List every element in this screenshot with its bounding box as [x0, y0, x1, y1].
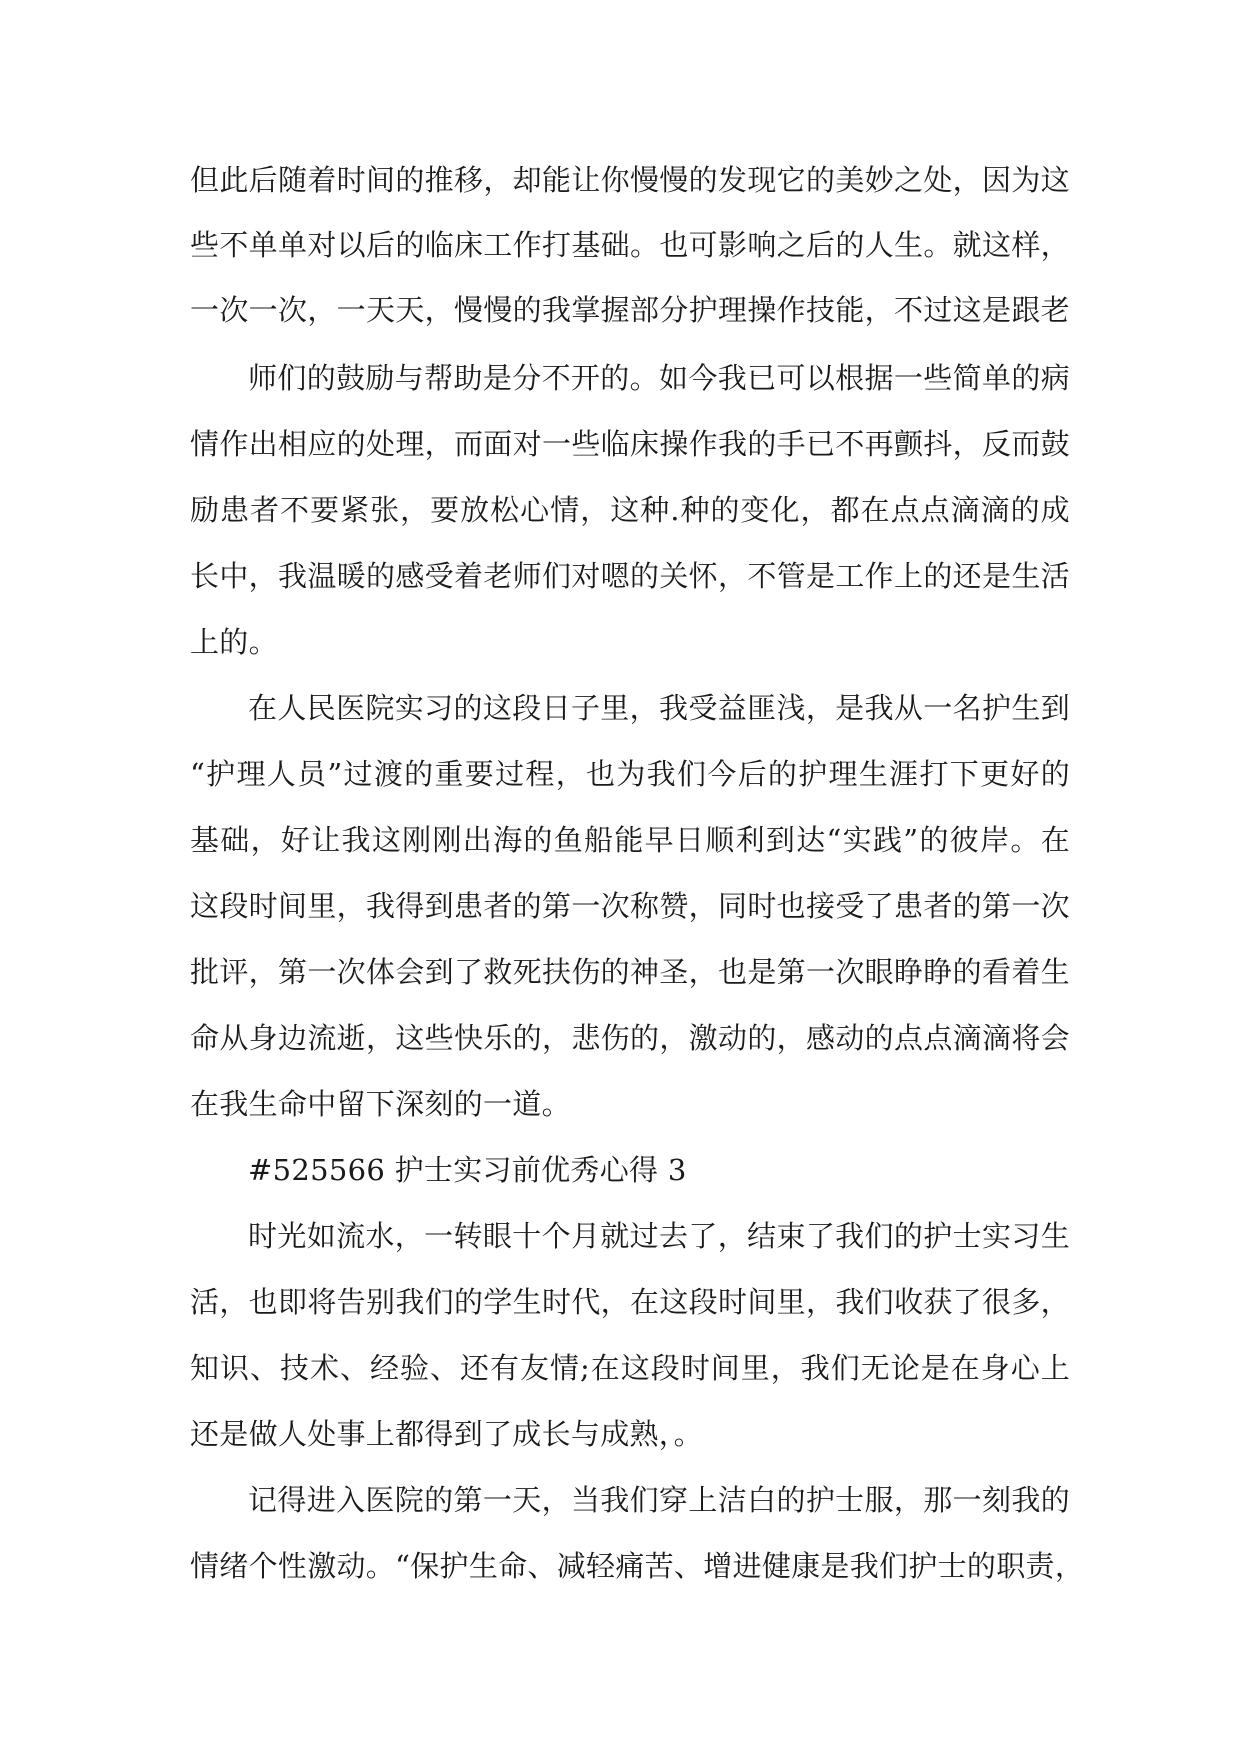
text-line: “护理人员”过渡的重要过程，也为我们今后的护理生涯打下更好的 [190, 757, 1070, 791]
text-line: 长中，我温暖的感受着老师们对嗯的关怀，不管是工作上的还是生活 [190, 559, 1070, 593]
text-line: 情绪个性激动。“保护生命、减轻痛苦、增进健康是我们护士的职责， [190, 1549, 1085, 1583]
text-line: 但此后随着时间的推移，却能让你慢慢的发现它的美妙之处，因为这 [190, 163, 1070, 197]
text-line: 时光如流水，一转眼十个月就过去了，结束了我们的护士实习生 [248, 1219, 1070, 1253]
text-line: 些不单单对以后的临床工作打基础。也可影响之后的人生。就这样， [190, 228, 1070, 262]
text-line: 励患者不要紧张，要放松心情，这种.种的变化，都在点点滴滴的成 [190, 493, 1070, 527]
text-line: 还是做人处事上都得到了成长与成熟，。 [190, 1417, 703, 1451]
text-line: 在我生命中留下深刻的一道。 [190, 1087, 571, 1121]
text-line: 命从身边流逝，这些快乐的，悲伤的，激动的，感动的点点滴滴将会 [190, 1021, 1070, 1055]
text-line: 批评，第一次体会到了救死扶伤的神圣，也是第一次眼睁睁的看着生 [190, 955, 1070, 989]
text-line: 上的。 [190, 625, 278, 659]
text-line: 这段时间里，我得到患者的第一次称赞，同时也接受了患者的第一次 [190, 889, 1070, 923]
text-line: 知识、技术、经验、还有友情;在这段时间里，我们无论是在身心上 [190, 1351, 1070, 1385]
text-line: 一次一次，一天天，慢慢的我掌握部分护理操作技能，不过这是跟老 [190, 293, 1070, 327]
text-line: 活，也即将告别我们的学生时代，在这段时间里，我们收获了很多， [190, 1285, 1070, 1319]
text-line: 师们的鼓励与帮助是分不开的。如今我已可以根据一些简单的病 [248, 361, 1070, 395]
text-line: 基础，好让我这刚刚出海的鱼船能早日顺利到达“实践”的彼岸。在 [190, 823, 1070, 857]
text-line: 情作出相应的处理，而面对一些临床操作我的手已不再颤抖，反而鼓 [190, 427, 1070, 461]
text-line: 记得进入医院的第一天，当我们穿上洁白的护士服，那一刻我的 [248, 1483, 1070, 1517]
text-line: 在人民医院实习的这段日子里，我受益匪浅，是我从一名护生到 [248, 691, 1070, 725]
section-heading: #525566 护士实习前优秀心得 3 [248, 1153, 687, 1187]
